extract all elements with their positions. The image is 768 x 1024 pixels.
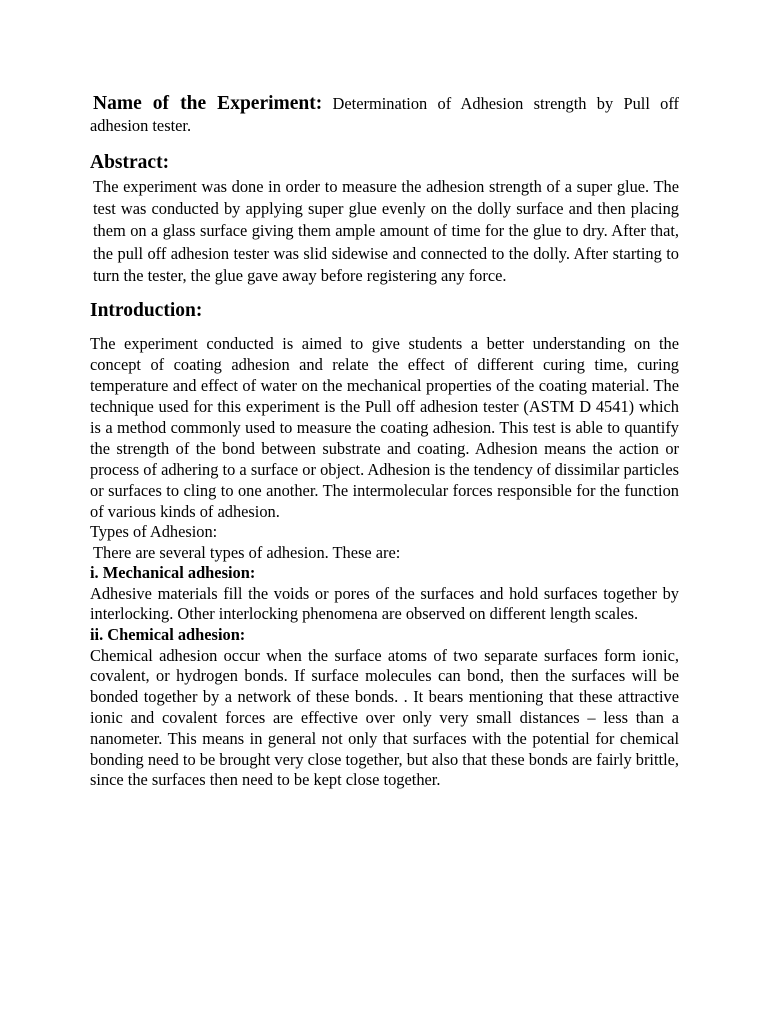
mechanical-adhesion-body: Adhesive materials fill the voids or pores of the surfaces and hold surfaces together by interlocking. Other interlocking phenomena are observed on different length scales. [90, 583, 679, 624]
experiment-title [90, 93, 679, 137]
document-content [90, 93, 679, 791]
introduction-heading: Introduction: [90, 300, 203, 322]
experiment-title-label: Name of the Experiment: [93, 93, 323, 114]
chemical-adhesion-body: Chemical adhesion occur when the surface atoms of two separate surfaces form ionic, covalent, or hydrogen bonds. If surface molecules can bond, then the surfaces will be bonded together by a network of these bonds. . It bears mentioning that these attractive ionic and covalent forces are effective over only very small distances – less than a nanometer. This means in general not only that surfaces with the potential for chemical bonding need to be brought very close together, but also that these bonds are fairly brittle, since the surfaces then need to be kept close together. [90, 645, 679, 790]
abstract-heading: Abstract: [90, 152, 170, 173]
types-of-adhesion-label: Types of Adhesion: [90, 522, 218, 542]
introduction-body: The experiment conducted is aimed to give students a better understanding on the concept of coating adhesion and relate the effect of different curing time, curing temperature and effect of water on the mechanical properties of the coating material. The technique used for this experiment is the Pull off adhesion tester (ASTM D 4541) which is a method commonly used to measure the coating adhesion. This test is able to quantify the strength of the bond between substrate and coating. Adhesion means the action or process of adhering to a surface or object. Adhesion is the tendency of dissimilar particles or surfaces to cling to one another. The intermolecular forces responsible for the function of various kinds of adhesion. [90, 334, 679, 522]
abstract-body: The experiment was done in order to measure the adhesion strength of a super glue. The test was conducted by applying super glue evenly on the dolly surface and then placing them on a glass surface giving them ample amount of time for the glue to dry. After that, the pull off adhesion tester was slid sidewise and connected to the dolly. After starting to turn the tester, the glue gave away before registering any force. [93, 177, 679, 285]
chemical-adhesion-heading: ii. Chemical adhesion: [90, 625, 246, 645]
experiment-title-text: Determination of Adhesion strength by Pull off adhesion tester. [90, 94, 679, 135]
mechanical-adhesion-heading: i. Mechanical adhesion: [90, 563, 256, 583]
types-of-adhesion-intro: There are several types of adhesion. These are: [93, 542, 401, 562]
